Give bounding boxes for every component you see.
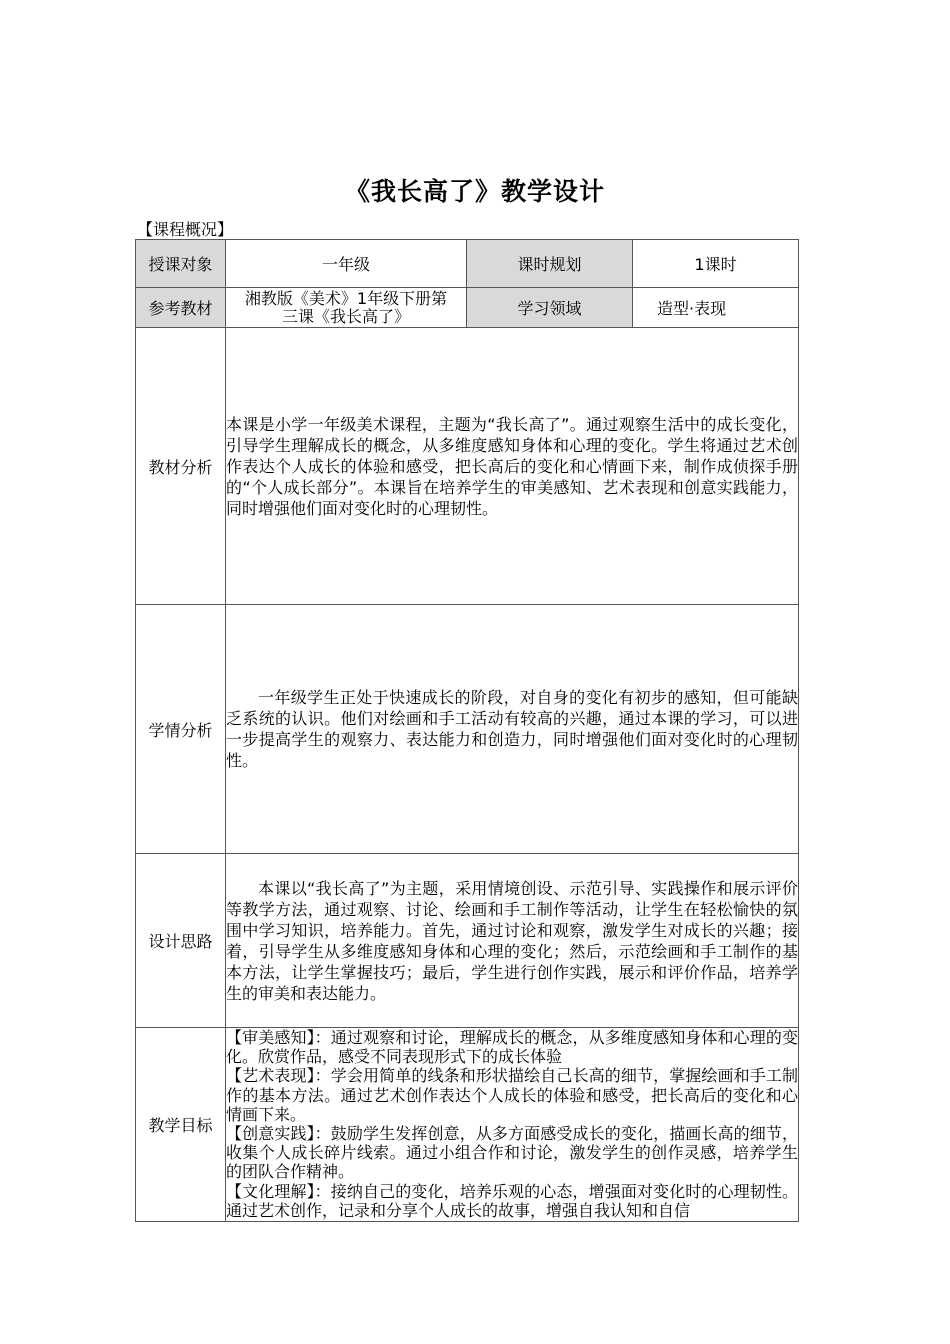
row-student-analysis: [136, 605, 799, 854]
hours-label: 课时规划: [467, 240, 633, 288]
goals-cell: [226, 1028, 799, 1222]
design-ideas-text: 本课以“我长高了”为主题，采用情境创设、示范引导、实践操作和展示评价等教学方法，通过观察、讨论、绘画和手工制作等活动，让学生在轻松愉快的氛围中学习知识，培养能力。首先，通过讨论和观察，激发学生对成长的兴趣；接着，引导学生从多维度感知身体和心理的变化；然后，示范绘画和手工制作的基本方法，让学生掌握技巧；最后，学生进行创作实践，展示和评价作品，培养学生的审美和表达能力。: [226, 854, 799, 1028]
student-analysis-label: 学情分析: [136, 605, 226, 854]
goals-label: 教学目标: [136, 1028, 226, 1222]
textbook-label: 参考教材: [136, 288, 226, 328]
student-analysis-text: 一年级学生正处于快速成长的阶段，对自身的变化有初步的感知，但可能缺乏系统的认识。他们对绘画和手工活动有较高的兴趣，通过本课的学习，可以进一步提高学生的观察力、表达能力和创造力，同时增强他们面对变化时的心理韧性。: [226, 605, 799, 854]
row-material-analysis: [136, 328, 799, 605]
goal-cultural-understanding: 【文化理解】：接纳自己的变化，培养乐观的心态，增强面对变化时的心理韧性。通过艺术创作，记录和分享个人成长的故事，增强自我认知和自信: [226, 1181, 798, 1220]
goal-art-expression: 【艺术表现】：学会用简单的线条和形状描绘自己长高的细节，掌握绘画和手工制作的基本方法。通过艺术创作表达个人成长的体验和感受，把长高后的变化和心情画下来。: [226, 1066, 798, 1124]
hours-value: 1课时: [633, 240, 799, 288]
material-analysis-text: 本课是小学一年级美术课程，主题为“我长高了”。通过观察生活中的成长变化，引导学生理解成长的概念，从多维度感知身体和心理的变化。学生将通过艺术创作表达个人成长的体验和感受，把长高后的变化和心情画下来，制作成侦探手册的“个人成长部分”。本课旨在培养学生的审美感知、艺术表现和创意实践能力，同时增强他们面对变化时的心理韧性。: [226, 328, 799, 605]
textbook-value: [226, 288, 467, 328]
domain-value: 造型·表现: [633, 288, 799, 328]
design-ideas-label: 设计思路: [136, 854, 226, 1028]
goal-creative-practice: 【创意实践】：鼓励学生发挥创意，从多方面感受成长的变化，描画长高的细节，收集个人成长碎片线索。通过小组合作和讨论，激发学生的创作灵感，培养学生的团队合作精神。: [226, 1124, 798, 1182]
domain-label: 学习领域: [467, 288, 633, 328]
row-design-ideas: [136, 854, 799, 1028]
goal-aesthetic: 【审美感知】：通过观察和讨论，理解成长的概念，从多维度感知身体和心理的变化。欣赏作品，感受不同表现形式下的成长体验: [226, 1028, 798, 1067]
audience-label: 授课对象: [136, 240, 226, 288]
material-analysis-label: 教材分析: [136, 328, 226, 605]
row-goals: [136, 1028, 799, 1222]
audience-value: 一年级: [226, 240, 467, 288]
textbook-value-line1: 湘教版《美术》1年级下册第: [244, 288, 448, 308]
section-label: 【课程概况】: [137, 220, 234, 239]
lesson-plan-table: [135, 239, 799, 1222]
goals-list: [226, 1028, 798, 1221]
row-textbook: [136, 288, 799, 328]
document-title: 《我长高了》教学设计: [344, 177, 605, 206]
textbook-value-line2: 三课《我长高了》: [281, 306, 410, 326]
row-audience: [136, 240, 799, 288]
